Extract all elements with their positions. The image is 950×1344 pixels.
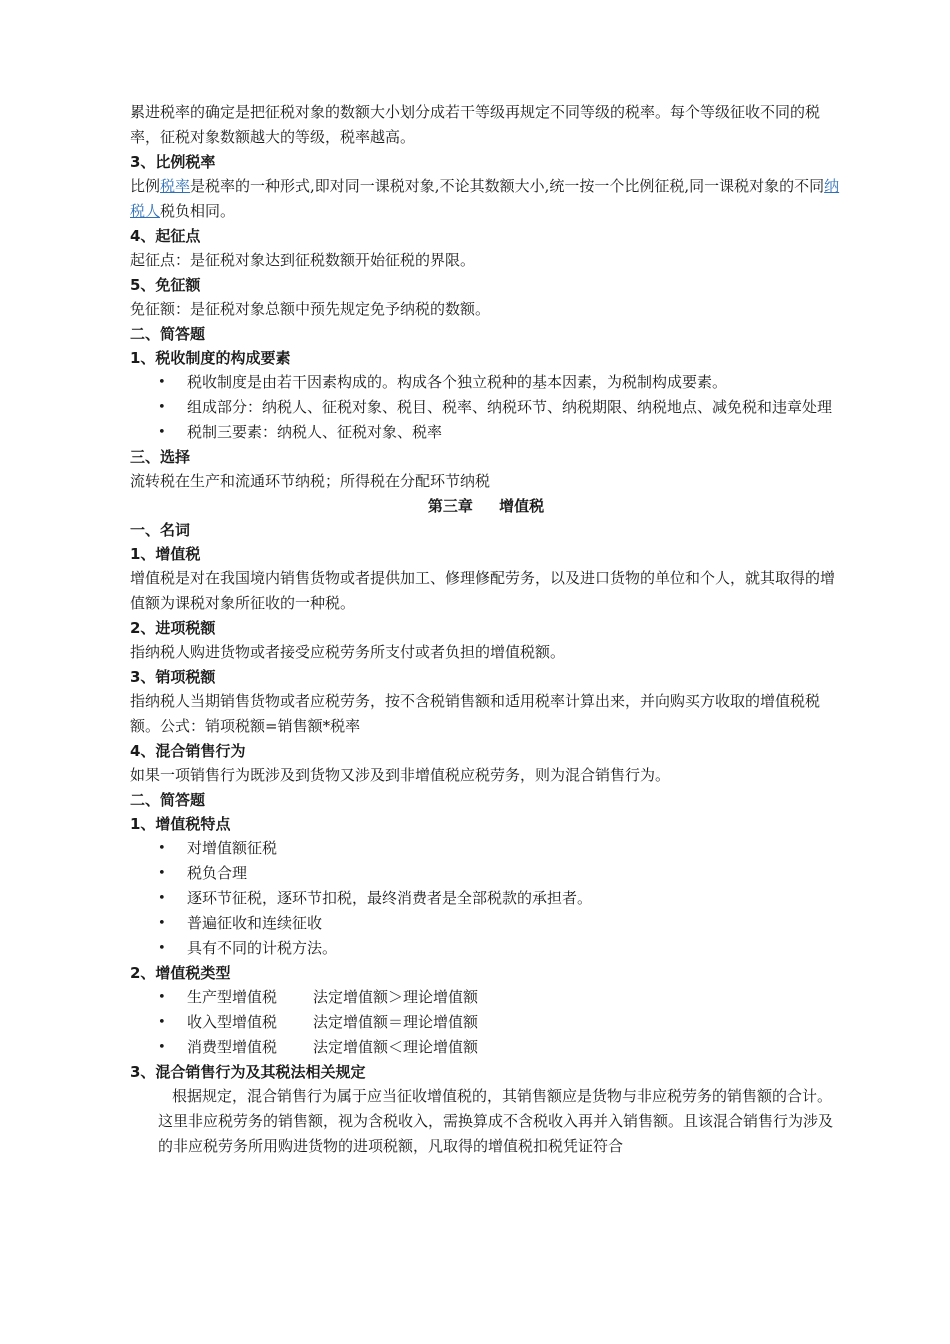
heading-tax-system-elements: 1、税收制度的构成要素	[130, 349, 291, 367]
bullet: •	[158, 841, 166, 856]
proportional-text-2: 是税率的一种形式,即对同一课税对象,不论其数额大小,统一按一个比例征税,同一课税对象的不同	[190, 177, 825, 195]
list-item-text: 逐环节征税，逐环节扣税，最终消费者是全部税款的承担者。	[187, 889, 593, 907]
heading-vat-features: 1、增值税特点	[130, 815, 231, 833]
list-item	[130, 936, 842, 961]
list-item	[130, 395, 842, 420]
list-item-text: 税收制度是由若干因素构成的。构成各个独立税种的基本因素，为税制构成要素。	[187, 373, 728, 391]
list-item-text: 对增值额征税	[187, 839, 278, 857]
heading-input-tax: 2、进项税额	[130, 619, 216, 637]
threshold-paragraph: 起征点：是征税对象达到征税数额开始征税的界限。	[130, 251, 476, 269]
list-item	[130, 886, 842, 911]
list-item	[130, 861, 842, 886]
bullet: •	[158, 916, 166, 931]
tax-system-elements-list	[130, 370, 842, 445]
chapter-title: 第三章 增值税	[427, 497, 545, 515]
link-taxpayer[interactable]: 纳税人	[130, 177, 840, 220]
proportional-tax-paragraph	[130, 174, 842, 224]
vat-types-list	[130, 985, 842, 1060]
bullet: •	[158, 990, 166, 1005]
section-short-answer-1: 二、简答题	[130, 325, 206, 343]
list-item	[130, 370, 842, 395]
vat-type-rule: 法定增值额＝理论增值额	[313, 1013, 479, 1031]
list-item	[130, 420, 842, 445]
vat-type-rule: 法定增值额＞理论增值额	[313, 988, 479, 1006]
vat-type-name: 收入型增值税	[187, 1013, 278, 1031]
list-item	[130, 985, 842, 1010]
proportional-text-3: 税负相同。	[160, 202, 236, 220]
bullet: •	[158, 375, 166, 390]
input-tax-paragraph: 指纳税人购进货物或者接受应税劳务所支付或者负担的增值税额。	[130, 643, 566, 661]
bullet: •	[158, 891, 166, 906]
vat-type-rule: 法定增值额＜理论增值额	[313, 1038, 479, 1056]
link-tax-rate[interactable]: 税率	[160, 177, 191, 195]
list-item-text: 税负合理	[187, 864, 248, 882]
vat-paragraph: 增值税是对在我国境内销售货物或者提供加工、修理修配劳务，以及进口货物的单位和个人，就其取得的增值额为课税对象所征收的一种税。	[130, 569, 836, 612]
list-item-text: 具有不同的计税方法。	[187, 939, 338, 957]
mixed-sales-rules-paragraph: 根据规定，混合销售行为属于应当征收增值税的，其销售额应是货物与非应税劳务的销售额的合计。这里非应税劳务的销售额，视为含税收入，需换算成不含税收入再并入销售额。且该混合销售行为涉及的非应税劳务所用购进货物的进项税额，凡取得的增值税扣税凭证符合	[158, 1087, 834, 1155]
vat-type-name: 消费型增值税	[187, 1038, 278, 1056]
output-tax-paragraph: 指纳税人当期销售货物或者应税劳务，按不含税销售额和适用税率计算出来，并向购买方收取的增值税税额。公式：销项税额=销售额*税率	[130, 692, 821, 735]
heading-threshold: 4、起征点	[130, 227, 201, 245]
list-item	[130, 1010, 842, 1035]
heading-mixed-sales: 4、混合销售行为	[130, 742, 246, 760]
mixed-sales-paragraph: 如果一项销售行为既涉及到货物又涉及到非增值税应税劳务，则为混合销售行为。	[130, 766, 671, 784]
progressive-tax-paragraph: 累进税率的确定是把征税对象的数额大小划分成若干等级再规定不同等级的税率。每个等级征收不同的税率，征税对象数额越大的等级，税率越高。	[130, 103, 821, 146]
exemption-paragraph: 免征额：是征税对象总额中预先规定免予纳税的数额。	[130, 300, 491, 318]
list-item-text: 普遍征收和连续征收	[187, 914, 323, 932]
bullet: •	[158, 425, 166, 440]
choice-paragraph: 流转税在生产和流通环节纳税；所得税在分配环节纳税	[130, 472, 491, 490]
bullet: •	[158, 1040, 166, 1055]
list-item	[130, 911, 842, 936]
bullet: •	[158, 941, 166, 956]
list-item	[130, 836, 842, 861]
bullet: •	[158, 1015, 166, 1030]
section-short-answer-2: 二、简答题	[130, 791, 206, 809]
heading-proportional-tax: 3、比例税率	[130, 153, 216, 171]
proportional-text-1: 比例	[130, 177, 161, 195]
heading-vat-types: 2、增值税类型	[130, 964, 231, 982]
vat-features-list	[130, 836, 842, 961]
heading-output-tax: 3、销项税额	[130, 668, 216, 686]
bullet: •	[158, 400, 166, 415]
bullet: •	[158, 866, 166, 881]
heading-vat: 1、增值税	[130, 545, 201, 563]
section-choice: 三、选择	[130, 448, 191, 466]
list-item	[130, 1035, 842, 1060]
list-item-text: 税制三要素：纳税人、征税对象、税率	[187, 423, 443, 441]
heading-exemption: 5、免征额	[130, 276, 201, 294]
document-body	[130, 100, 842, 1159]
list-item-text: 组成部分：纳税人、征税对象、税目、税率、纳税环节、纳税期限、纳税地点、减免税和违章处理	[187, 398, 833, 416]
section-terms: 一、名词	[130, 521, 191, 539]
vat-type-name: 生产型增值税	[187, 988, 278, 1006]
heading-mixed-sales-rules: 3、混合销售行为及其税法相关规定	[130, 1063, 366, 1081]
